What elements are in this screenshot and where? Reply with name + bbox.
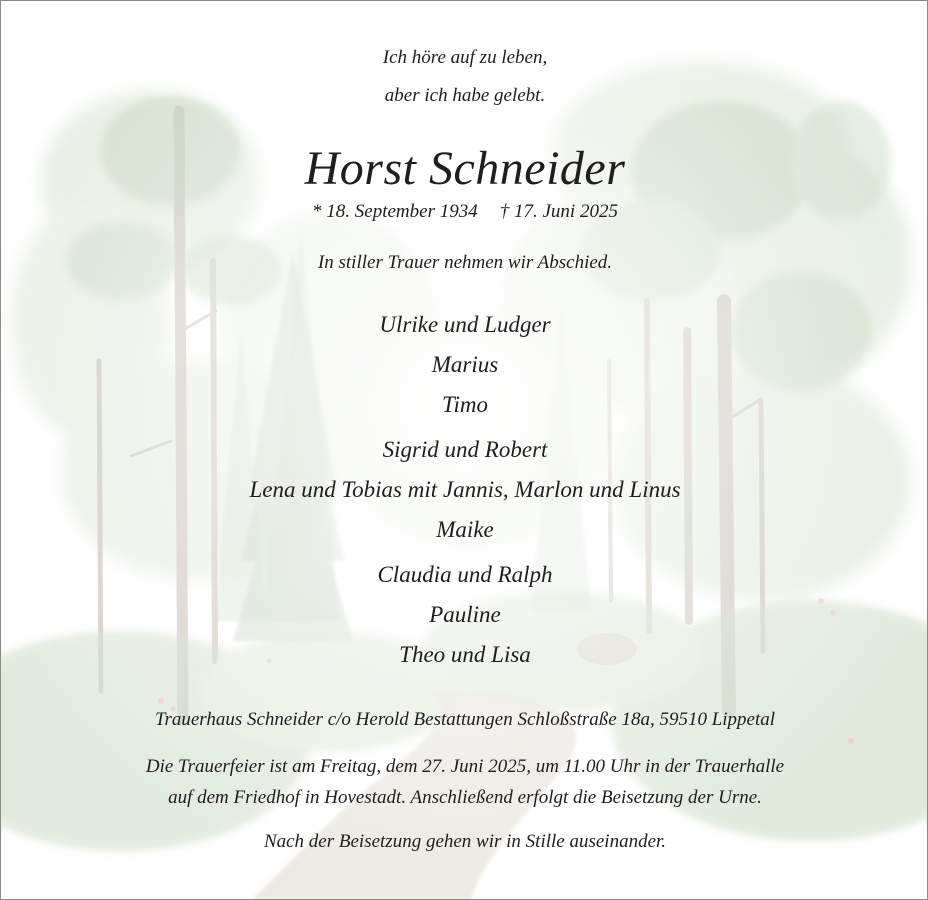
mourner-line: Timo bbox=[441, 392, 489, 417]
farewell-intro: In stiller Trauer nehmen wir Abschied. bbox=[317, 252, 613, 273]
mourning-address: Trauerhaus Schneider c/o Herold Bestattungen Schloßstraße 18a, 59510 Lippetal bbox=[154, 709, 776, 730]
ceremony-line-1: Die Trauerfeier ist am Freitag, dem 27. Juni 2025, um 11.00 Uhr in der Trauerhalle bbox=[145, 756, 785, 777]
mourner-line: Claudia und Ralph bbox=[377, 562, 553, 587]
mourner-line: Maike bbox=[436, 517, 494, 542]
ceremony-line-2: auf dem Friedhof in Hovestadt. Anschließend erfolgt die Beisetzung der Urne. bbox=[168, 787, 762, 808]
deceased-name: Horst Schneider bbox=[304, 142, 626, 195]
mourner-line: Sigrid und Robert bbox=[382, 437, 548, 462]
mourner-line: Marius bbox=[431, 352, 499, 377]
mourner-line: Ulrike und Ludger bbox=[379, 312, 551, 337]
motto-line-2: aber ich habe gelebt. bbox=[384, 85, 546, 106]
mourner-line: Pauline bbox=[429, 602, 501, 627]
mourner-line: Lena und Tobias mit Jannis, Marlon und Linus bbox=[249, 477, 681, 502]
birth-date: * 18. September 1934 bbox=[312, 201, 478, 222]
closing-note: Nach der Beisetzung gehen wir in Stille auseinander. bbox=[263, 831, 667, 852]
obituary-text bbox=[1, 1, 928, 900]
motto-line-1: Ich höre auf zu leben, bbox=[382, 47, 548, 68]
life-dates bbox=[1, 201, 928, 223]
mourner-line: Theo und Lisa bbox=[399, 642, 531, 667]
death-date: † 17. Juni 2025 bbox=[499, 201, 618, 222]
